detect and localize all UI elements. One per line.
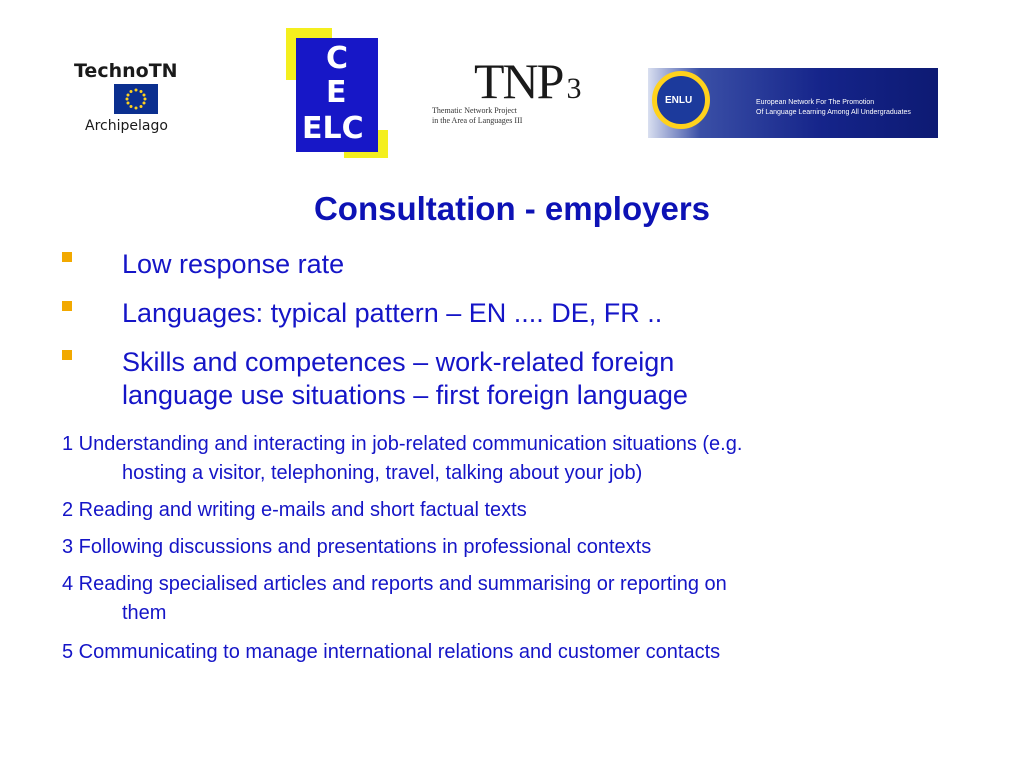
numbered-item-text: 5 Communicating to manage international relations and customer contacts [62, 641, 721, 663]
numbered-item-text: 3 Following discussions and presentations in professional contexts [62, 536, 652, 558]
enlu-badge-text: ENLU [665, 95, 693, 106]
ceelc-letter: E [326, 75, 347, 110]
technotn-logo-sub: Archipelago [85, 118, 168, 134]
eu-flag-icon [114, 84, 158, 114]
tnp3-caption [432, 106, 522, 126]
numbered-item-text: 1 Understanding and interacting in job-related communication situations (e.g. [62, 433, 743, 455]
tnp3-caption-line: in the Area of Languages III [432, 116, 523, 125]
numbered-item [62, 496, 962, 525]
ceelc-letter: ELC [302, 111, 364, 146]
bullet-square-icon [62, 301, 72, 311]
technotn-logo-name: TechnoTN [74, 60, 178, 82]
enlu-text [756, 98, 911, 118]
enlu-logo [648, 68, 938, 138]
numbered-item-text: them [122, 602, 167, 624]
slide-title: Consultation - employers [313, 190, 711, 227]
numbered-item [62, 638, 962, 667]
tnp3-caption-line: Thematic Network Project [432, 106, 517, 115]
ceelc-blue-panel [296, 38, 378, 152]
bullet-square-icon [62, 350, 72, 360]
bullet-text-line: language use situations – first foreign language [122, 380, 688, 410]
enlu-badge [652, 71, 710, 129]
numbered-item-text: 4 Reading specialised articles and reports and summarising or reporting on [62, 573, 727, 595]
bullet-text-line: Skills and competences – work-related foreign [122, 347, 675, 377]
numbered-item-text: hosting a visitor, telephoning, travel, talking about your job) [122, 462, 643, 484]
numbered-item [62, 533, 962, 562]
enlu-text-line: European Network For The Promotion [756, 99, 875, 106]
technotn-logo [68, 58, 208, 138]
numbered-item [62, 430, 962, 488]
bullet-text: Languages: typical pattern – EN .... DE, FR .. [122, 298, 663, 328]
bullet-square-icon [62, 252, 72, 262]
ceelc-logo [286, 28, 388, 158]
tnp3-mark-sub: 3 [566, 72, 580, 105]
enlu-text-line: Of Language Learning Among All Undergraduates [756, 109, 911, 116]
tnp3-mark-text: TNP [474, 53, 563, 109]
tnp3-logo [430, 53, 590, 134]
numbered-item [62, 570, 962, 628]
ceelc-letter: C [326, 41, 349, 76]
numbered-item-text: 2 Reading and writing e-mails and short factual texts [62, 499, 527, 521]
bullet-text: Low response rate [122, 249, 345, 279]
tnp3-mark [474, 52, 579, 110]
bullet-text [122, 346, 882, 412]
